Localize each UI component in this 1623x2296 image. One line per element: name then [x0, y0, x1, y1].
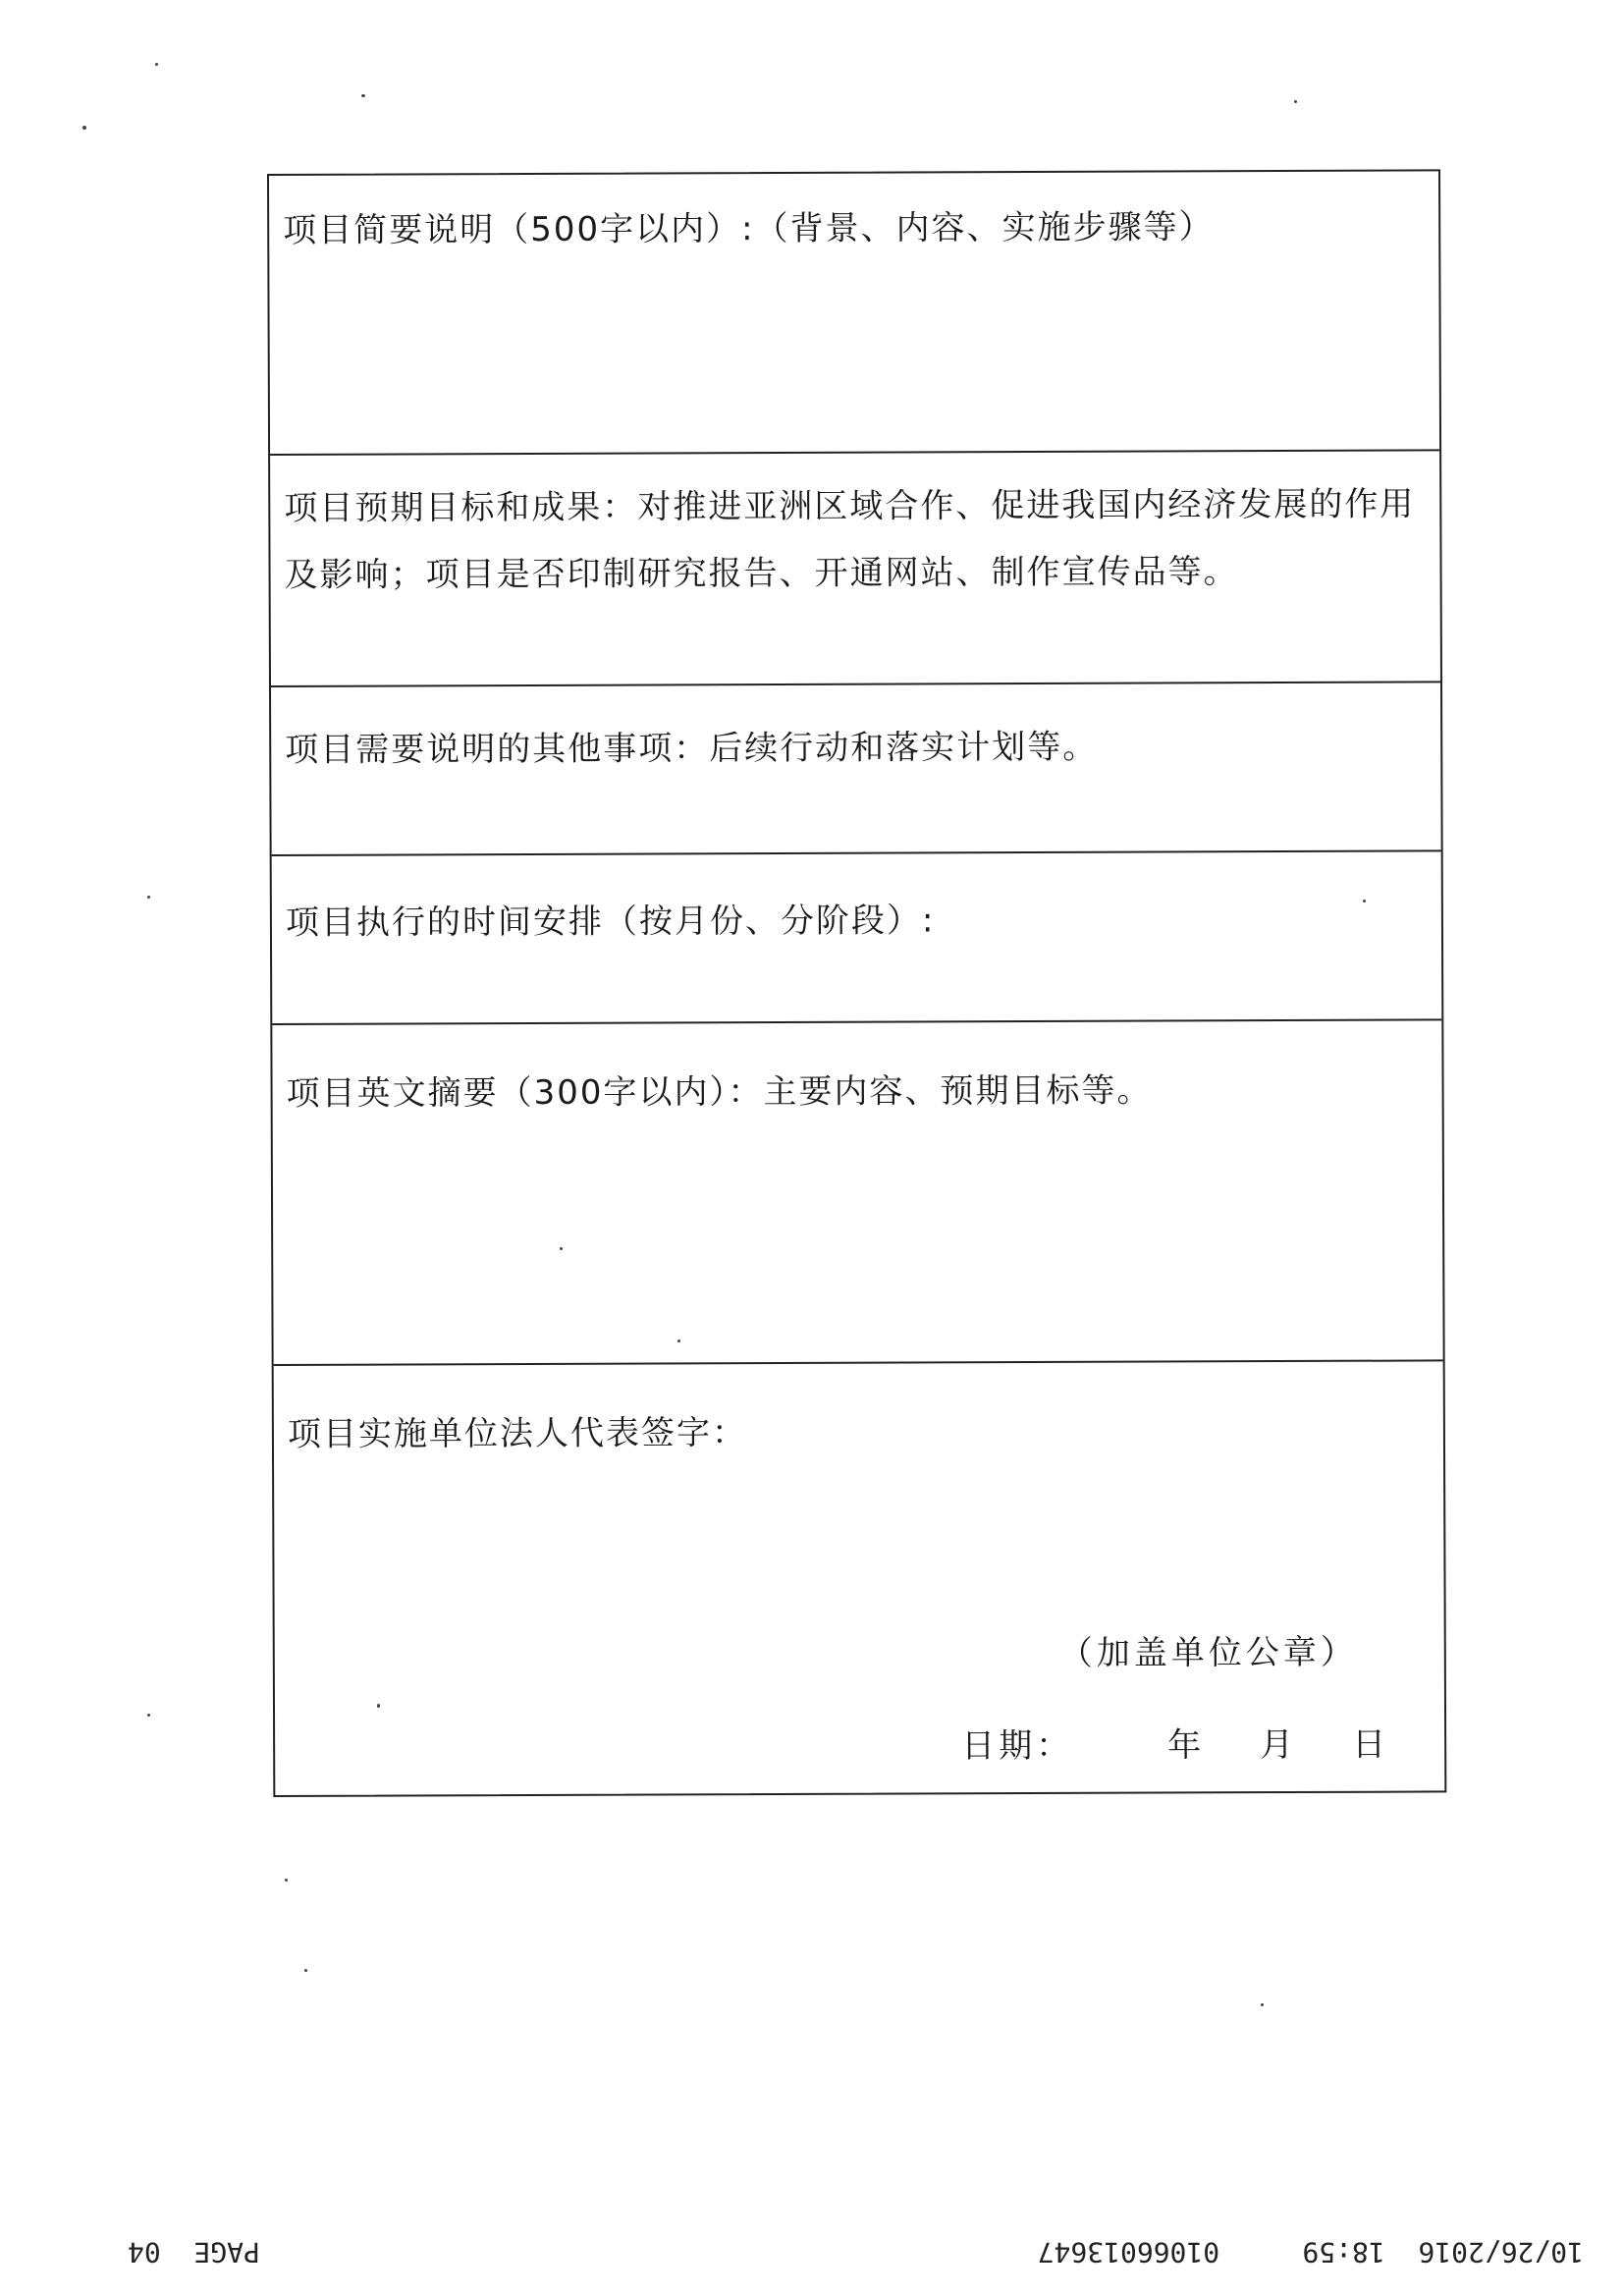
- english-abstract-label: 项目英文摘要（300字以内）：主要内容、预期目标等。: [286, 1070, 1153, 1114]
- application-form-table: [267, 169, 1446, 1797]
- date-day-label: 日: [1352, 1724, 1386, 1765]
- seal-note: （加盖单位公章）: [1058, 1632, 1358, 1673]
- scan-speck: [1363, 900, 1366, 902]
- date-line: [961, 1718, 1385, 1768]
- date-year-label: 年: [1167, 1725, 1202, 1766]
- english-abstract-section: [272, 1020, 1442, 1366]
- fax-number: 01066013647: [1037, 2236, 1220, 2269]
- scan-speck: [82, 126, 86, 130]
- scan-speck: [1261, 2003, 1264, 2006]
- scan-speck: [304, 1969, 307, 1972]
- project-summary-section: [269, 171, 1439, 456]
- date-label: 日期：: [961, 1725, 1074, 1767]
- scan-speck: [155, 63, 158, 66]
- other-matters-section: [271, 683, 1441, 856]
- other-matters-label: 项目需要说明的其他事项：后续行动和落实计划等。: [285, 727, 1099, 770]
- scan-speck: [361, 94, 365, 97]
- project-summary-label: 项目简要说明（500字以内）:（背景、内容、实施步骤等）: [283, 207, 1215, 250]
- scan-speck: [377, 1704, 380, 1708]
- date-month-label: 月: [1260, 1724, 1294, 1766]
- signature-label: 项目实施单位法人代表签字：: [287, 1413, 748, 1454]
- scan-speck: [1294, 100, 1297, 103]
- schedule-section: [272, 851, 1442, 1025]
- signature-section: [274, 1361, 1445, 1797]
- fax-header-line: [128, 2229, 1584, 2269]
- fax-datetime: 10/26/2016 18:59: [1302, 2236, 1584, 2269]
- scan-speck: [147, 1714, 150, 1717]
- scan-speck: [677, 1339, 680, 1342]
- scan-speck: [147, 896, 150, 899]
- scan-speck: [560, 1247, 563, 1250]
- scan-speck: [285, 1879, 288, 1882]
- schedule-label: 项目执行的时间安排（按月份、分阶段）:: [285, 901, 936, 943]
- expected-outcomes-section: [270, 451, 1440, 687]
- fax-page: PAGE 04: [128, 2236, 260, 2269]
- expected-outcomes-label: 项目预期目标和成果：对推进亚洲区域合作、促进我国内经济发展的作用及影响；项目是否印制研究报告、开通网站、制作宣传品等。: [284, 484, 1416, 595]
